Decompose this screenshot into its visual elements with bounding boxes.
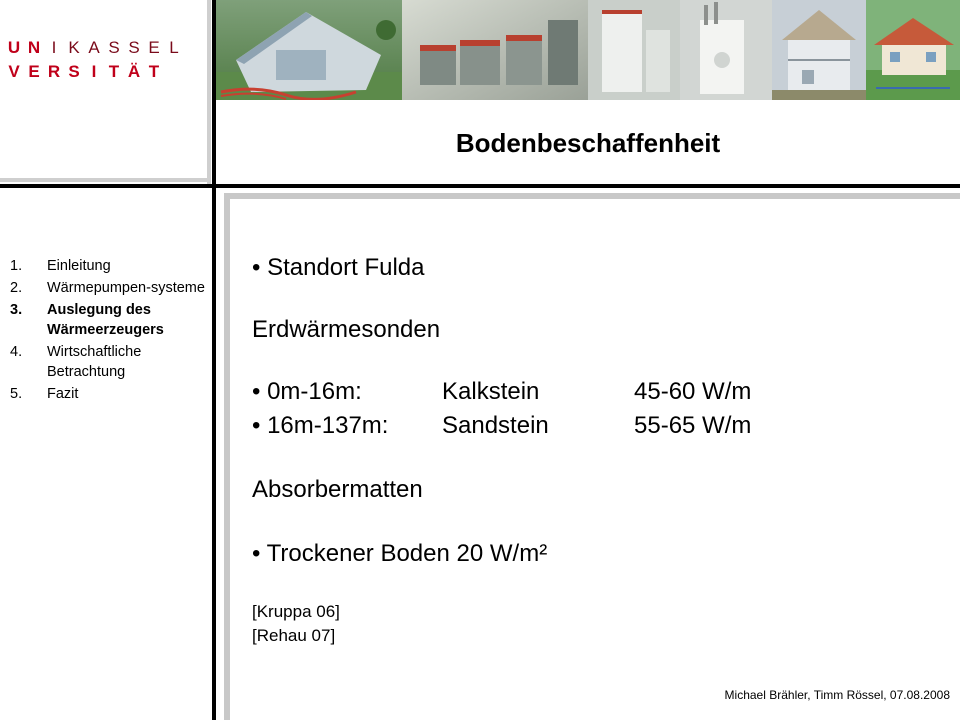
- nav-number: 4.: [10, 344, 23, 360]
- bullet-standort: • Standort Fulda: [252, 254, 425, 281]
- slide-title: Bodenbeschaffenheit: [455, 128, 721, 158]
- logo-letter: I: [51, 38, 57, 57]
- logo-letter: Ä: [127, 62, 141, 81]
- depth-cell: • 0m-16m:: [252, 378, 362, 405]
- logo-row-bottom: [4, 60, 184, 84]
- logo-letter: N: [27, 38, 41, 57]
- bullet-trockener-boden: • Trockener Boden 20 W/m²: [252, 540, 548, 567]
- nav-item-auslegung[interactable]: [10, 300, 208, 340]
- logo-letter: T: [148, 62, 160, 81]
- nav-label: Wirtschaftliche Betrachtung: [47, 344, 142, 380]
- heat-pump-units-image: [402, 0, 588, 100]
- logo-letter: T: [108, 62, 120, 81]
- heat-pump-cabinet-image: [588, 0, 680, 100]
- heading-absorbermatten: Absorbermatten: [252, 476, 423, 503]
- nav-number: 3.: [10, 302, 23, 318]
- value-cell: 45-60 W/m: [634, 378, 752, 405]
- footer-authors-date: Michael Brähler, Timm Rössel, 07.08.2008: [724, 688, 950, 702]
- nav-label: Fazit: [47, 386, 79, 402]
- heading-erdwaermesonden: Erdwärmesonden: [252, 316, 441, 343]
- rock-cell: Sandstein: [442, 412, 549, 439]
- house-section-image: [772, 0, 866, 100]
- nav-number: 5.: [10, 386, 23, 402]
- frame-shadow-horizontal: [0, 178, 210, 182]
- logo-letter: V: [8, 62, 20, 81]
- nav-label: Wärmepumpen-systeme: [47, 280, 205, 296]
- logo-letter: K: [68, 38, 80, 57]
- logo-letter: E: [28, 62, 40, 81]
- frame-divider-vertical: [212, 0, 216, 720]
- logo-letter: S: [128, 38, 140, 57]
- nav-label: Auslegung des Wärmeerzeugers: [47, 302, 164, 338]
- agenda-nav: [10, 256, 208, 406]
- content-shadow-left: [224, 193, 230, 720]
- logo-letter: L: [169, 38, 179, 57]
- frame-divider-horizontal: [0, 184, 960, 188]
- frame-shadow-vertical: [207, 0, 211, 184]
- value-cell: 55-65 W/m: [634, 412, 752, 439]
- logo-letter: E: [148, 38, 160, 57]
- heat-pump-tank-image: [680, 0, 772, 100]
- reference-kruppa: [Kruppa 06]: [252, 602, 340, 621]
- nav-item-waermepumpensysteme[interactable]: [10, 278, 208, 298]
- logo-letter: S: [108, 38, 120, 57]
- nav-item-einleitung[interactable]: [10, 256, 208, 276]
- table-row: [252, 378, 942, 408]
- rock-cell: Kalkstein: [442, 378, 540, 405]
- depth-cell: • 16m-137m:: [252, 412, 389, 439]
- logo-letter: U: [7, 38, 21, 57]
- house-with-collector-image: [866, 0, 960, 100]
- house-cutaway-image: [216, 0, 402, 100]
- logo-letter: R: [47, 62, 61, 81]
- content-shadow-top: [224, 193, 960, 199]
- nav-number: 2.: [10, 280, 23, 296]
- reference-rehau: [Rehau 07]: [252, 626, 336, 645]
- nav-item-fazit[interactable]: [10, 384, 208, 404]
- nav-item-wirtschaftliche-betrachtung[interactable]: [10, 342, 208, 382]
- logo-row-top: [4, 36, 184, 60]
- header-banner: [216, 0, 960, 100]
- logo-letter: I: [91, 62, 97, 81]
- logo-letter: S: [68, 62, 80, 81]
- university-logo: [4, 36, 184, 84]
- nav-label: Einleitung: [47, 258, 111, 274]
- nav-number: 1.: [10, 258, 23, 274]
- table-row: [252, 412, 942, 442]
- logo-letter: A: [88, 38, 100, 57]
